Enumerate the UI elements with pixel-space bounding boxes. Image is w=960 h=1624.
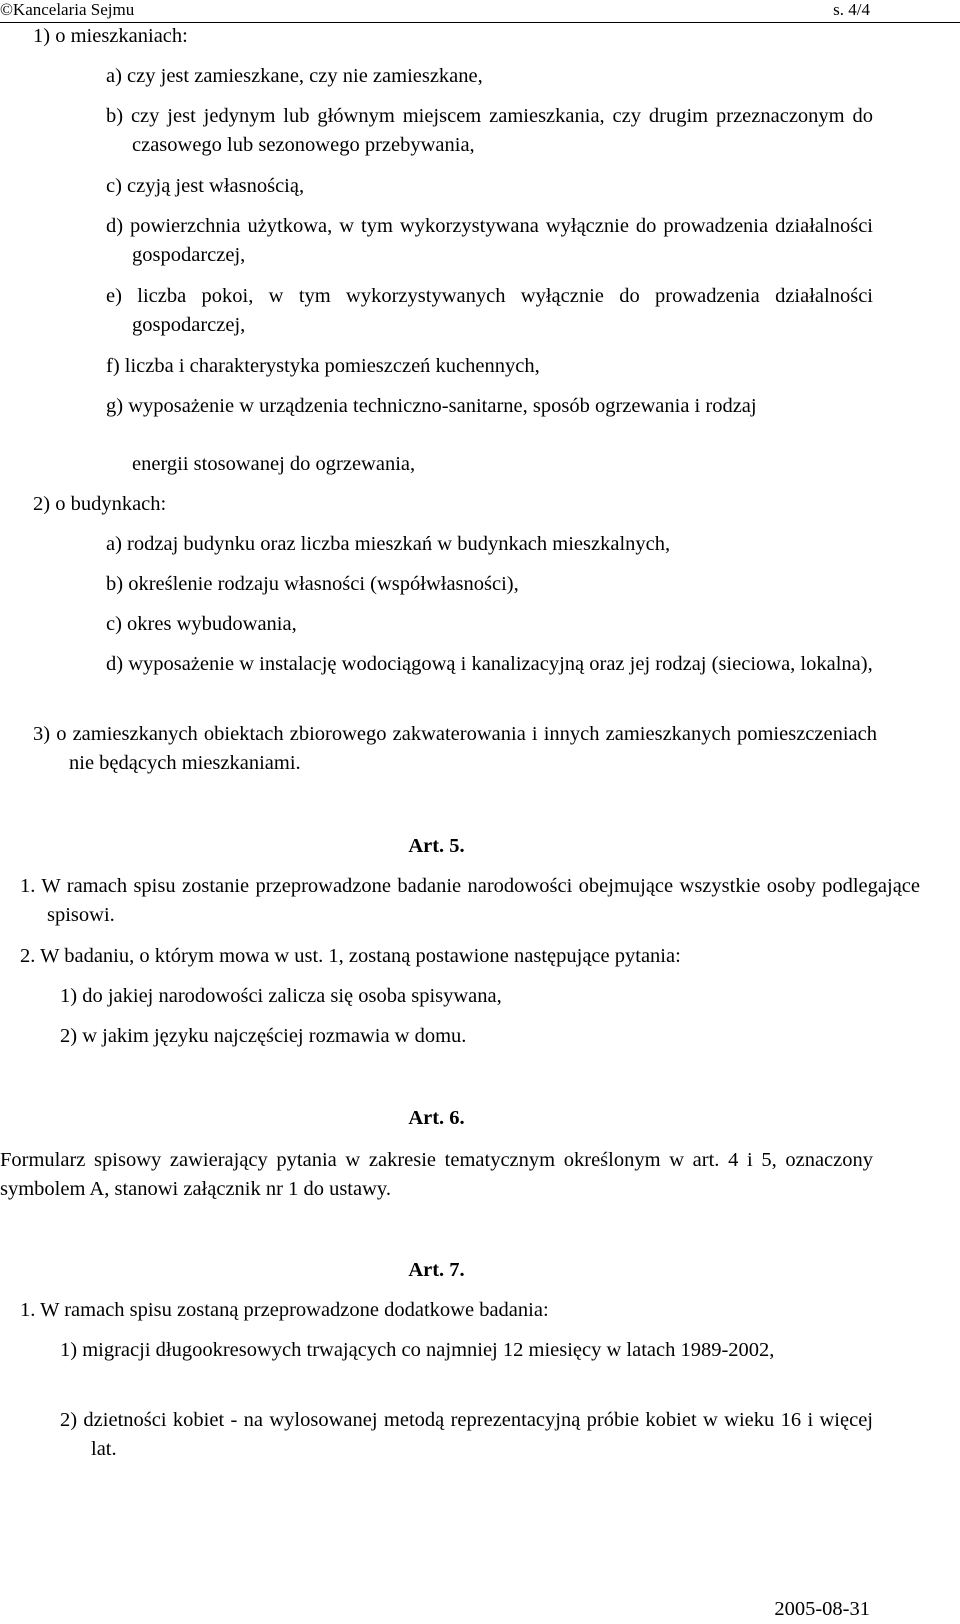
item-1b: b) czy jest jedynym lub głównym miejscem zamieszkania, czy drugim przeznaczonym do czasowego lub sezonowego przebywania,: [106, 105, 873, 156]
item-2d: d) wyposażenie w instalację wodociągową i kanalizacyjną oraz jej rodzaj (sieciowa, lokalna),: [106, 653, 873, 675]
art-6-title: Art. 6.: [408, 1107, 465, 1129]
art-7-point-2: 2) dzietności kobiet - na wylosowanej metodą reprezentacyjną próbie kobiet w wieku 16 i więcej lat.: [60, 1409, 873, 1460]
item-1c: c) czyją jest własnością,: [106, 175, 305, 197]
art-5-ust-1: 1. W ramach spisu zostanie przeprowadzone badanie narodowości obejmujące wszystkie osoby podlegające spisowi.: [20, 875, 920, 926]
item-1g-line1: g) wyposażenie w urządzenia techniczno-sanitarne, sposób ogrzewania i rodzaj: [106, 395, 757, 417]
art-5-title: Art. 5.: [408, 835, 465, 857]
art-7-ust-1: 1. W ramach spisu zostaną przeprowadzone dodatkowe badania:: [20, 1299, 549, 1321]
item-1e: e) liczba pokoi, w tym wykorzystywanych wyłącznie do prowadzenia działalności gospodarczej,: [106, 285, 873, 336]
header-page-number: s. 4/4: [833, 0, 870, 19]
item-2: 2) o budynkach:: [33, 493, 167, 515]
art-5-point-1: 1) do jakiej narodowości zalicza się osoba spisywana,: [60, 985, 502, 1007]
item-1g-line2: energii stosowanej do ogrzewania,: [132, 453, 416, 475]
item-1d: d) powierzchnia użytkowa, w tym wykorzystywana wyłącznie do prowadzenia działalności gospodarczej,: [106, 215, 873, 266]
art-5-ust-2: 2. W badaniu, o którym mowa w ust. 1, zostaną postawione następujące pytania:: [20, 945, 681, 967]
item-1a: a) czy jest zamieszkane, czy nie zamieszkane,: [106, 65, 483, 87]
header-copyright: ©Kancelaria Sejmu: [0, 0, 135, 19]
art-5-point-2: 2) w jakim języku najczęściej rozmawia w domu.: [60, 1025, 467, 1047]
item-2a: a) rodzaj budynku oraz liczba mieszkań w budynkach mieszkalnych,: [106, 533, 671, 555]
item-3: 3) o zamieszkanych obiektach zbiorowego zakwaterowania i innych zamieszkanych pomieszczeniach nie będących mieszkaniami.: [33, 723, 877, 774]
item-1f: f) liczba i charakterystyka pomieszczeń kuchennych,: [106, 355, 540, 377]
footer-date: 2005-08-31: [774, 1598, 870, 1620]
art-6-text: Formularz spisowy zawierający pytania w zakresie tematycznym określonym w art. 4 i 5, oznaczony symbolem A, stanowi załącznik nr 1 do ustawy.: [0, 1149, 873, 1200]
item-2b: b) określenie rodzaju własności (współwłasności),: [106, 573, 519, 595]
art-7-title: Art. 7.: [408, 1259, 465, 1281]
item-2c: c) okres wybudowania,: [106, 613, 297, 635]
art-7-point-1: 1) migracji długookresowych trwających co najmniej 12 miesięcy w latach 1989-2002,: [60, 1339, 775, 1361]
item-1: 1) o mieszkaniach:: [33, 25, 188, 47]
page-header: [0, 0, 960, 23]
